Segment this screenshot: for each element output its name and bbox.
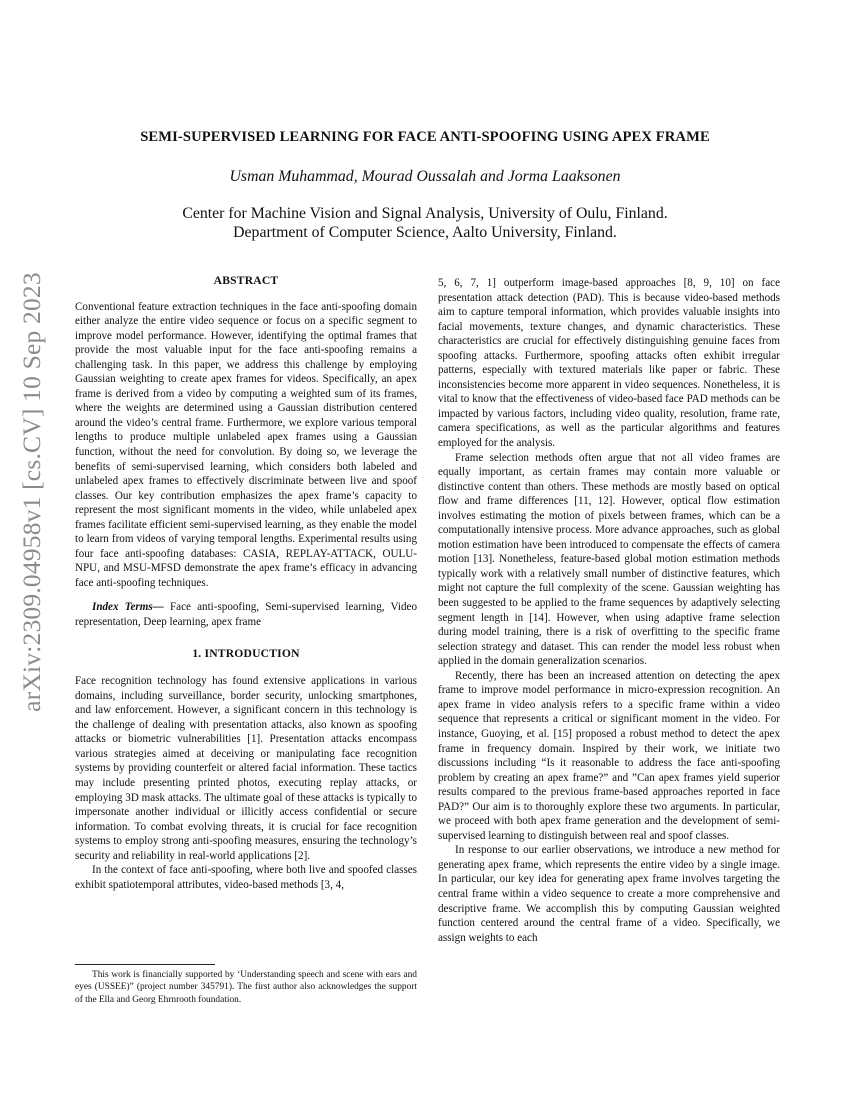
footnote-divider <box>75 964 215 965</box>
affiliation-1: Center for Machine Vision and Signal Analysis, University of Oulu, Finland. <box>182 205 668 222</box>
index-terms <box>75 600 417 629</box>
intro-paragraph-1: Face recognition technology has found extensive applications in various domains, including surveillance, border security, unlocking smartphones, and law enforcement. However, a significant concern in this technology is the challenge of dealing with presentation attacks, also known as spoofing attacks or biometric vulnerabilities [1]. Presentation attacks encompass various strategies aimed at deceiving or manipulating face recognition systems by providing counterfeit or altered facial information. These tactics may include presenting printed photos, executing replay attacks, or employing 3D mask attacks. The ultimate goal of these attacks is typically to impersonate another individual or illicitly access confidential or secure information. To combat evolving threats, it is crucial for face recognition systems to employ strong anti-spoofing measures, ensuring the technology’s security and reliability in real-world applications [2]. <box>75 675 417 862</box>
right-paragraph-3: Recently, there has been an increased attention on detecting the apex frame to improve model performance in micro-expression recognition. An apex frame in video analysis refers to a specific frame within a video sequence that represents a critical or significant moment in the video. For instance, Guoying, et al. [15] proposed a robust method to detect the apex frame in frequency domain. Inspired by their work, we initiate two discussions including “Is it reasonable to address the face anti-spoofing problem by creating an apex frame?” and ”Can apex frames yield superior results compared to the previous frame-based approaches reported in face PAD?” Our aim is to thoroughly explore these two arguments. In particular, we proceed with both apex frame generation and the development of semi-supervised learning to distinguish between real and spoof classes. <box>438 669 780 842</box>
introduction-heading: 1. INTRODUCTION <box>192 646 300 660</box>
footnote: This work is financially supported by ‘Understanding speech and scene with ears and eyes (USSEE)” (project number 345791). The first author also acknowledges the support of the Ella and Georg Ehrnrooth foundation. <box>75 970 417 1005</box>
right-paragraph-1: 5, 6, 7, 1] outperform image-based approaches [8, 9, 10] on face presentation attack detection (PAD). This is because video-based methods aim to capture temporal information, which provides valuable insights into facial movements, texture changes, and dynamic characteristics. These characteristics are crucial for effectively distinguishing genuine faces from spoofing attacks. Furthermore, spoofing attacks often exhibit irregular patterns, especially with textured materials like paper or fabric. These inconsistencies become more apparent in video sequences. Nonetheless, it is vital to know that the effectiveness of video-based face PAD methods can be impacted by various factors, including video quality, resolution, frame rate, camera specifications, as well as the particular algorithms and features employed for the analysis. <box>438 277 780 450</box>
abstract-heading: ABSTRACT <box>213 274 279 287</box>
author-list: Usman Muhammad, Mourad Oussalah and Jorma Laaksonen <box>229 168 621 185</box>
abstract-text: Conventional feature extraction techniques in the face anti-spoofing domain either analyze the entire video sequence or focus on a specific segment to improve model performance. However, identifying the optimal frames that provide the most valuable input for the face anti-spoofing remains a challenging task. In this paper, we address this challenge by employing Gaussian weighting to create apex frames for videos. Specifically, an apex frame is derived from a video by computing a weighted sum of its frames, where the weights are determined using a Gaussian distribution centered around the video’s central frame. Furthermore, we explore various temporal lengths to produce multiple unlabeled apex frames using a Gaussian function, without the need for convolution. By doing so, we leverage the benefits of semi-supervised learning, which considers both labeled and unlabeled apex frames to effectively discriminate between live and spoof classes. Our key contribution emphasizes the apex frame’s capacity to represent the most significant moments in the video, while unlabeled apex frames facilitate efficient semi-supervised learning, as they enable the model to learn from videos of varying temporal lengths. Experimental results using four face anti-spoofing databases: CASIA, REPLAY-ATTACK, OULU-NPU, and MSU-MFSD demonstrate the apex frame’s efficacy in advancing face anti-spoofing techniques. <box>75 300 417 589</box>
right-paragraph-2: Frame selection methods often argue that not all video frames are equally important, as certain frames may contain more valuable or distinctive content than others. These methods are mostly based on optical flow and frame differences [11, 12]. However, optical flow estimation involves estimating the motion of pixels between frames, which can be a computationally intensive process. More advance approaches, such as global motion estimation have been introduced to compensate the effects of camera motion [13]. Nonetheless, feature-based global motion estimation methods typically work with a relatively small number of distinctive features, which might not capture the full complexity of the scene. Gaussian weighting has been suggested to be applied to the frame sequences by adaptively selecting segment length in [14]. However, when using adaptive frame selection during model training, there is a risk of overfitting to the specific frame selection strategy and dataset. This can render the model less robust when applied in the domain generalization scenarios. <box>438 451 780 668</box>
affiliation-2: Department of Computer Science, Aalto University, Finland. <box>233 224 617 241</box>
right-column <box>438 276 780 945</box>
index-terms-label: Index Terms— <box>92 601 164 614</box>
paper-title: SEMI-SUPERVISED LEARNING FOR FACE ANTI-SPOOFING USING APEX FRAME <box>140 129 710 145</box>
intro-paragraph-2: In the context of face anti-spoofing, where both live and spoofed classes exhibit spatiotemporal attributes, video-based methods [3, 4, <box>75 864 417 891</box>
affiliations <box>60 204 790 242</box>
right-paragraph-4: In response to our earlier observations, we introduce a new method for generating apex frame, which represents the entire video by a single image. In particular, our key idea for generating apex frame involves targeting the central frame within a video sequence to create a more comprehensive and descriptive frame. We accomplish this by computing Gaussian weighted function centered around the central frame of a video. Specifically, we assign weights to each <box>438 844 780 944</box>
arxiv-identifier <box>2 272 62 712</box>
arxiv-id-text: arXiv:2309.04958v1 [cs.CV] 10 Sep 2023 <box>17 272 46 712</box>
left-column <box>75 274 417 892</box>
index-terms-text: Face anti-spoofing, Semi-supervised learning, Video representation, Deep learning, apex frame <box>75 601 417 629</box>
